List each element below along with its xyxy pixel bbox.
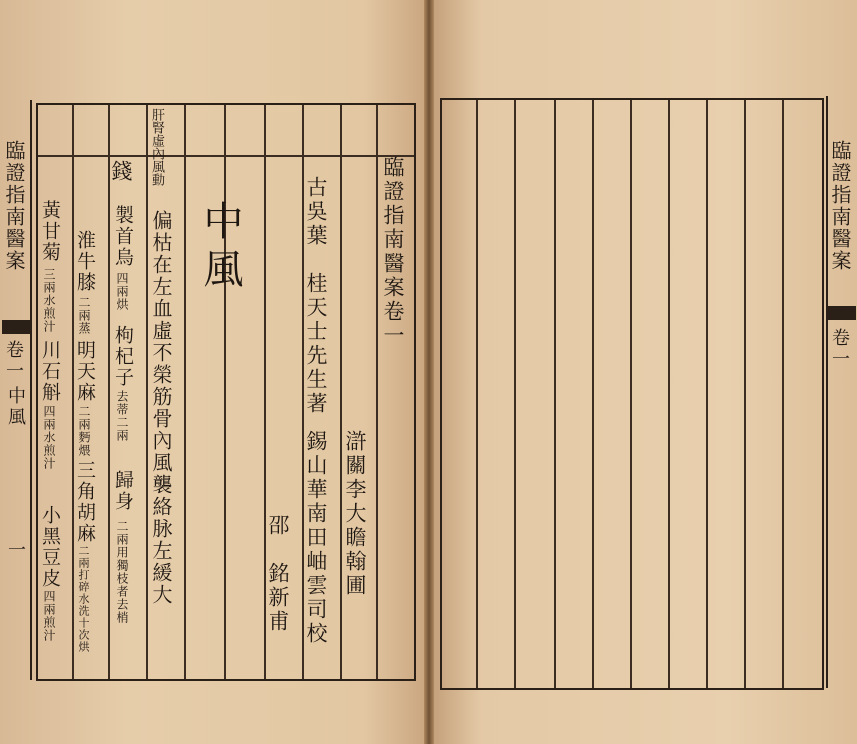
column-rule — [340, 105, 342, 679]
column-rule — [476, 100, 478, 688]
editor-line-3: 邵 銘新甫 — [266, 514, 290, 634]
case-text: 偏枯在左血虛不榮筋骨內風襲絡脉左緩大 — [149, 210, 173, 606]
column-rule — [668, 100, 670, 688]
margin-note: 肝腎虛內風動 — [149, 108, 164, 186]
margin-volume: 卷一 — [3, 340, 24, 382]
book-title: 臨證指南醫案卷一 — [381, 156, 405, 348]
fishtail-mark — [2, 320, 30, 334]
herb-item: 川石斛 — [39, 340, 61, 403]
herb-item: 製首烏 — [112, 205, 134, 268]
book-spine — [424, 0, 434, 744]
column-rule — [706, 100, 708, 688]
column-rule — [376, 105, 378, 679]
column-rule — [224, 105, 226, 679]
margin-section: 中風 — [5, 386, 26, 428]
column-rule — [108, 105, 110, 679]
herb-item: 黃甘菊 — [39, 200, 61, 263]
herb-note: 四兩水煎汁 — [42, 405, 56, 470]
column-rule — [744, 100, 746, 688]
herb-note: 二兩蒸 — [77, 296, 91, 335]
margin-page-number: 一 — [5, 540, 26, 561]
margin-book-title: 臨證指南醫案 — [2, 140, 26, 272]
herb-note: 四兩烘 — [115, 272, 129, 311]
herb-note: 去蒂二兩 — [115, 390, 129, 442]
column-rule — [184, 105, 186, 679]
section-heading: 中風 — [197, 200, 243, 296]
header-rule — [38, 155, 414, 157]
author-line: 古吳葉 桂天士先生著 — [304, 176, 328, 416]
herb-item: 淮牛膝 — [74, 230, 96, 293]
editor-line-1: 滸關李大瞻翰圃 — [343, 430, 367, 598]
right-page-frame — [440, 98, 824, 690]
herb-note: 二兩用獨枝者去梢 — [115, 520, 129, 624]
margin-volume: 卷一 — [829, 328, 850, 370]
margin-book-title: 臨證指南醫案 — [828, 140, 852, 272]
herb-item: 枸杞子 — [112, 325, 134, 388]
herb-item: 小黑豆皮 — [39, 505, 61, 589]
fishtail-mark — [828, 306, 856, 320]
column-rule — [630, 100, 632, 688]
margin-rule — [30, 100, 32, 680]
herb-note: 四兩煎汁 — [42, 590, 56, 642]
editor-line-2: 錫山華南田岫雲司校 — [304, 430, 328, 646]
herb-item: 歸身 — [112, 470, 134, 512]
herb-note: 二兩打碎水洗十次烘 — [77, 545, 90, 653]
patient-name: 錢 — [109, 160, 133, 184]
column-rule — [782, 100, 784, 688]
column-rule — [146, 105, 148, 679]
column-rule — [554, 100, 556, 688]
column-rule — [592, 100, 594, 688]
column-rule — [514, 100, 516, 688]
herb-note: 二兩麪煨 — [77, 405, 91, 457]
herb-item: 明天麻 — [74, 340, 96, 403]
herb-item: 三角胡麻 — [74, 460, 96, 544]
herb-note: 三兩水煎汁 — [42, 268, 56, 333]
